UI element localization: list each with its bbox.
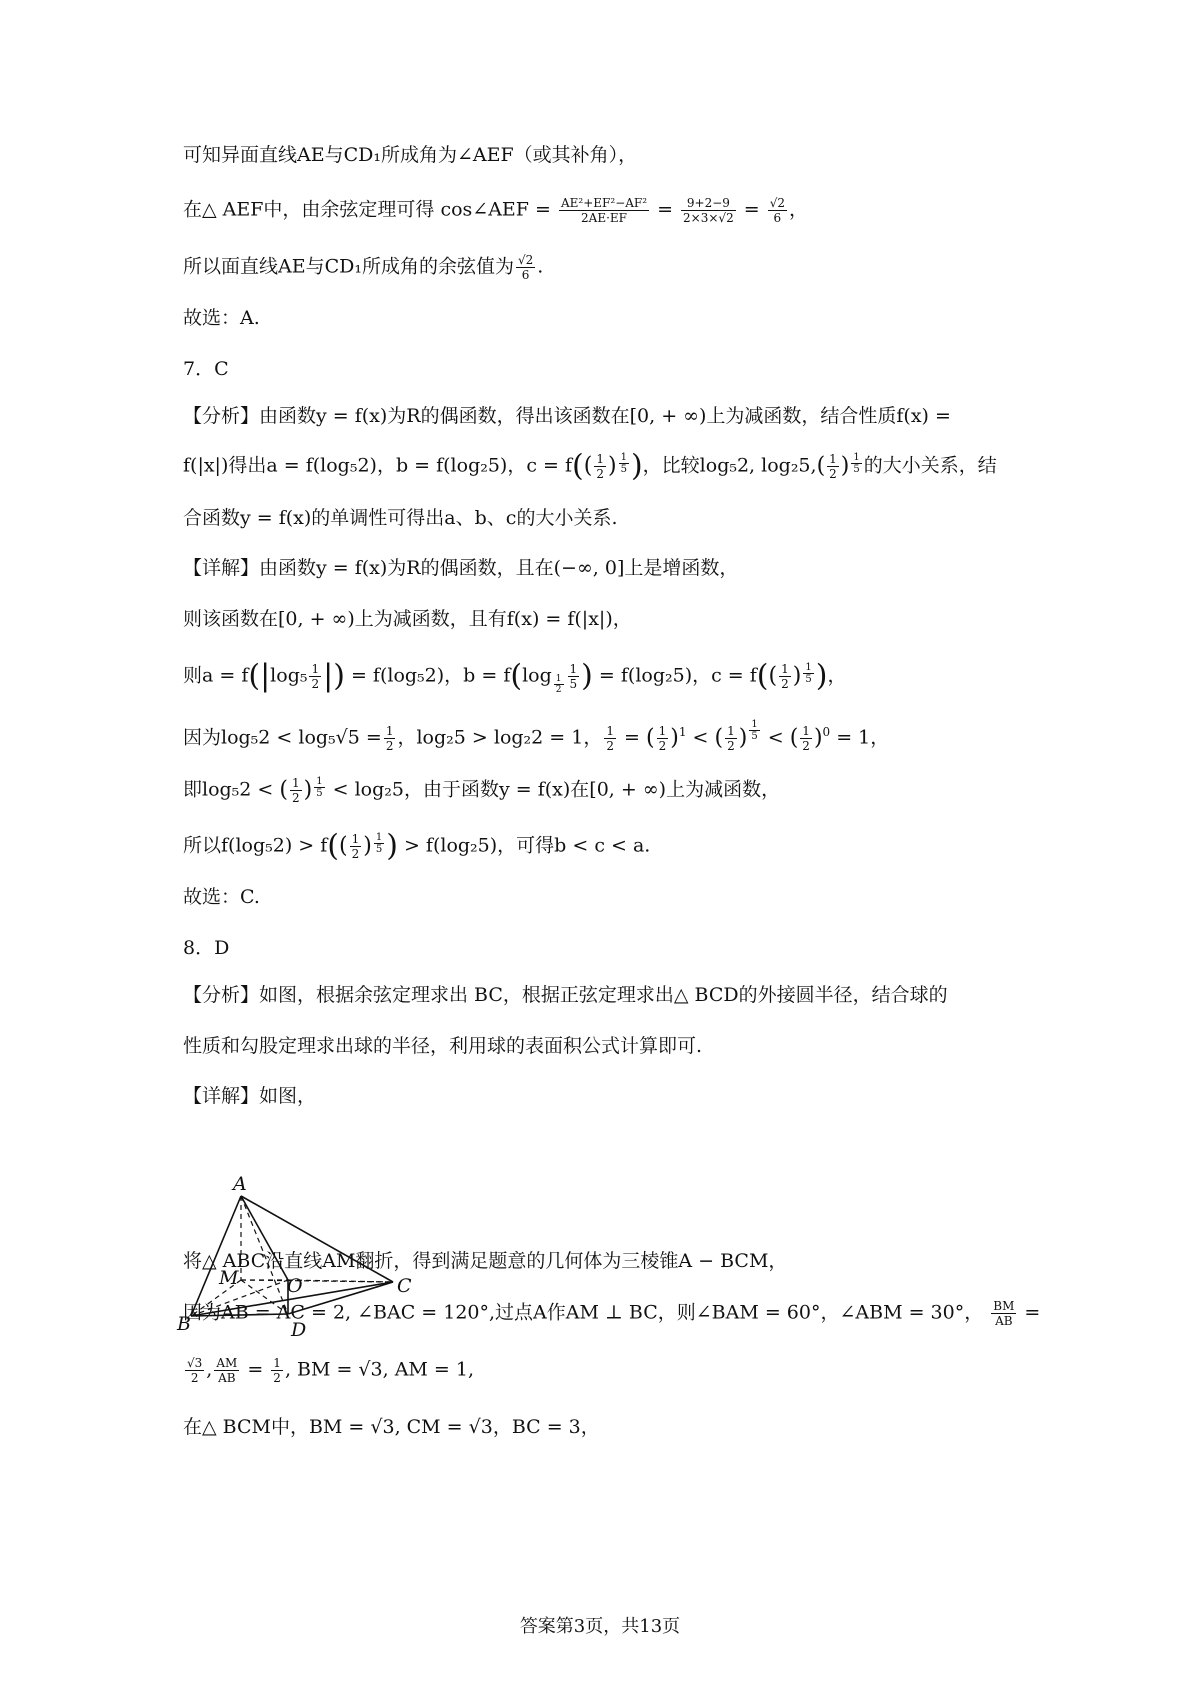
text-line: 所以面直线AE与CD₁所成角的余弦值为 $\frac{√2}{6}$ . bbox=[183, 253, 544, 282]
cosine-formula-line: 在△ AEF中，由余弦定理可得 cos∠AEF = $\frac{\text{AE²+EF²−AF²}}{2AE\cdot EF}$ = $\frac{9+2-9}{2\times 3\times√2}$ = $\frac{√2}{6}$ ， bbox=[183, 196, 809, 225]
text-line: 性质和勾股定理求出球的半径，利用球的表面积公式计算即可. bbox=[183, 1035, 703, 1057]
vertex-label-c: C bbox=[397, 1275, 412, 1297]
page-footer: 答案第3页，共13页 bbox=[519, 1616, 681, 1637]
fraction: $\frac{\text{AE²+EF²−AF²}}{2AE\cdot EF}$ bbox=[561, 196, 648, 225]
text-line: f(|x|)得出a = f(log₅2)，b = f(log₂5)，c = f(( $\frac{1}{2}$ ) $\frac{1}{5}$ )，比较log₅2, log₂5,( $\frac{1}{2}$ ) $\frac{1}{5}$ 的大小关系，结 bbox=[183, 448, 997, 484]
text-line: $\frac{√3}{2}$ , $\frac{AM}{AB}$ = $\frac{1}{2}$ , BM = √3, AM = 1, bbox=[187, 1356, 475, 1385]
vertex-label-m: M bbox=[219, 1267, 239, 1289]
text-line: 【分析】如图，根据余弦定理求出 BC，根据正弦定理求出△ BCD的外接圆半径，结合球的 bbox=[183, 984, 948, 1006]
text-line: 因为log₅2 < log₅√5 = $\frac{1}{2}$ ，log₂5 > log₂2 = 1， $\frac{1}{2}$ = ( $\frac{1}{2}$ )$^1$ < ( $\frac{1}{2}$ ) $\frac{1}{5}$ < ( $\frac{1}{2}$ )$^0$ = 1， bbox=[183, 719, 890, 753]
text-line: 在△ BCM中，BM = √3, CM = √3，BC = 3， bbox=[183, 1416, 600, 1438]
fraction: $\frac{√2}{6}$ bbox=[769, 196, 785, 225]
text-line: 因为AB = AC = 2, ∠BAC = 120°,过点A作AM ⊥ BC，则∠BAM = 60°，∠ABM = 30°， $\frac{BM}{AB}$ = bbox=[183, 1299, 1041, 1328]
vertex-label-b: B bbox=[177, 1313, 191, 1335]
text-line: 故选：C. bbox=[183, 886, 260, 908]
text-line: 【详解】如图， bbox=[183, 1085, 317, 1107]
vertex-label-o: O bbox=[287, 1275, 303, 1297]
text-line: 则a = f(|log₅ $\frac{1}{2}$ |) = f(log₅2)，b = f(log $\frac{1}{2}$ $\frac{1}{5}$ ) = f(log₂5)，c = f(( $\frac{1}{2}$ ) $\frac{1}{5}$ )， bbox=[183, 658, 847, 695]
text-line: 【详解】由函数y = f(x)为R的偶函数，且在(−∞, 0]上是增函数， bbox=[183, 557, 739, 579]
text-line: 可知异面直线AE与CD₁所成角为∠AEF（或其补角）， bbox=[183, 144, 638, 166]
text-line: 【分析】由函数y = f(x)为R的偶函数，得出该函数在[0, + ∞)上为减函数，结合性质f(x) = bbox=[183, 405, 951, 427]
question-number: 8．D bbox=[183, 937, 230, 959]
fraction: $\frac{9+2-9}{2\times 3\times√2}$ bbox=[683, 196, 734, 225]
question-number: 7．C bbox=[183, 358, 229, 380]
text-line: 所以f(log₅2) > f(( $\frac{1}{2}$ ) $\frac{1}{5}$ ) > f(log₂5)，可得b < c < a. bbox=[183, 828, 651, 864]
fraction: $\frac{√2}{6}$ bbox=[517, 253, 534, 282]
text-line: 即log₅2 < ( $\frac{1}{2}$ ) $\frac{1}{5}$ < log₂5，由于函数y = f(x)在[0, + ∞)上为减函数， bbox=[183, 776, 781, 805]
text-line: 故选：A. bbox=[183, 307, 260, 329]
vertex-label-a: A bbox=[233, 1173, 247, 1195]
text-line: 将△ ABC沿直线AM翻折，得到满足题意的几何体为三棱锥A − BCM， bbox=[183, 1250, 788, 1272]
text-line: 则该函数在[0, + ∞)上为减函数，且有f(x) = f(|x|)， bbox=[183, 608, 632, 630]
vertex-label-d: D bbox=[291, 1319, 307, 1341]
text-line: 合函数y = f(x)的单调性可得出a、b、c的大小关系. bbox=[183, 507, 618, 529]
